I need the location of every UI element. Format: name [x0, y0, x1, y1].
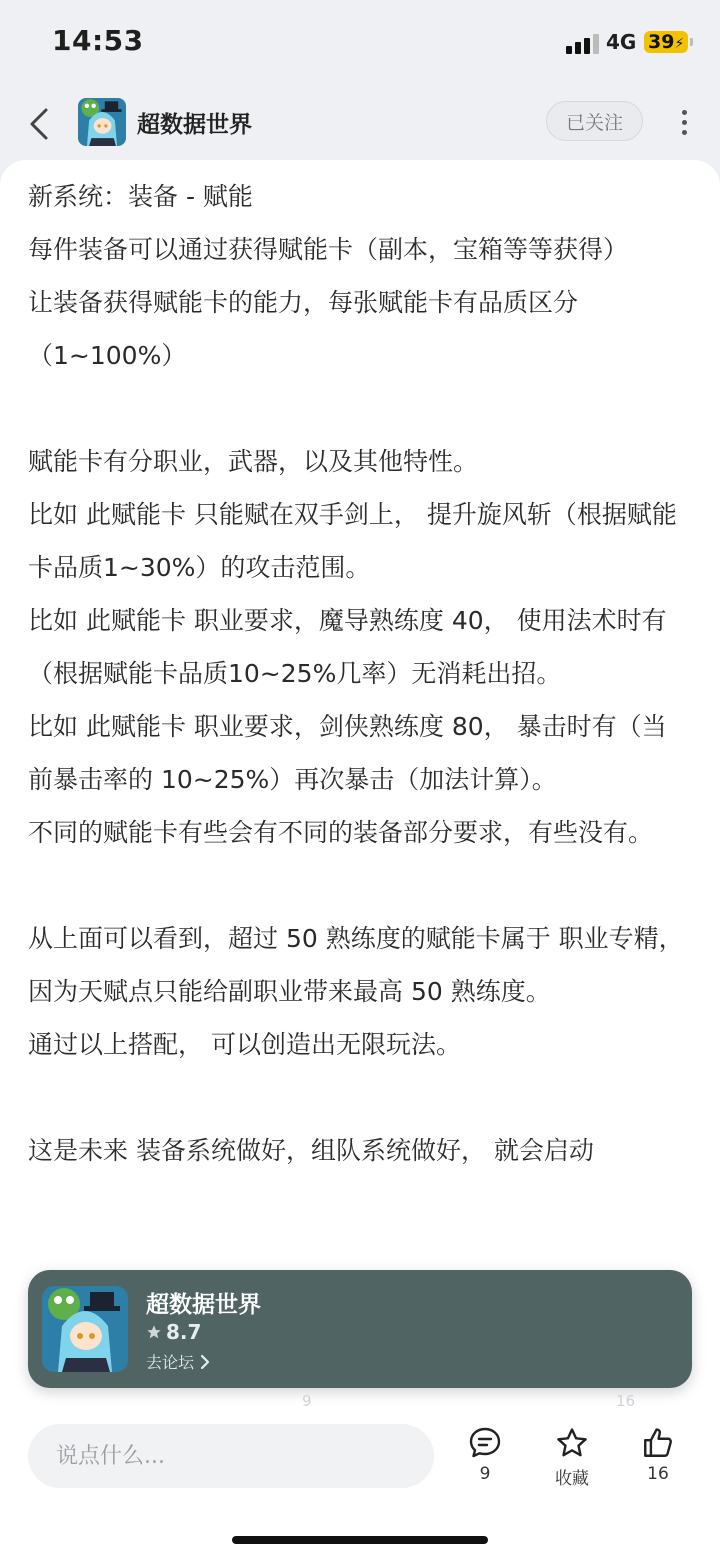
blank-line [28, 859, 688, 912]
post-paragraph: 让装备获得赋能卡的能力，每张赋能卡有品质区分（1~100%） [28, 288, 579, 370]
battery-icon: 39⚡ [644, 31, 688, 53]
thumbs-up-icon [641, 1426, 675, 1460]
forum-card[interactable] [28, 1270, 692, 1388]
like-count: 16 [647, 1464, 669, 1484]
status-bar [0, 0, 720, 86]
comment-bubble-icon [468, 1426, 502, 1460]
signal-icon [566, 32, 602, 54]
post-paragraph: 新系统：装备 - 赋能 [28, 182, 253, 211]
post-content [0, 160, 720, 1420]
forum-card-name: 超数据世界 [146, 1292, 261, 1318]
ghost-like-count: 16 [616, 1392, 636, 1410]
post-paragraph: 比如 此赋能卡 只能赋在双手剑上， 提升旋风斩（根据赋能卡品质1~30%）的攻击范围。 [28, 500, 677, 582]
follow-button[interactable]: 已关注 [546, 101, 643, 141]
comment-count: 9 [479, 1464, 491, 1484]
comment-input[interactable] [28, 1424, 434, 1488]
star-filled-icon [146, 1324, 162, 1340]
post-paragraph: 每件装备可以通过获得赋能卡（副本，宝箱等等获得） [28, 235, 629, 264]
post-paragraph: 不同的赋能卡有些会有不同的装备部分要求，有些没有。 [28, 818, 654, 847]
post-paragraph: 赋能卡有分职业，武器，以及其他特性。 [28, 447, 479, 476]
home-indicator[interactable] [232, 1536, 488, 1544]
post-paragraph: 这是未来 装备系统做好，组队系统做好， 就会启动 [28, 1136, 594, 1165]
comment-button[interactable] [455, 1426, 515, 1496]
ghost-comment-count: 9 [302, 1392, 312, 1410]
blank-line [28, 1071, 688, 1124]
forum-rating [146, 1320, 201, 1344]
post-body [28, 170, 688, 1177]
more-button[interactable] [672, 106, 696, 140]
forum-rating-value: 8.7 [166, 1320, 202, 1344]
post-paragraph: 比如 此赋能卡 职业要求，剑侠熟练度 80， 暴击时有（当前暴击率的 10~25%）再次暴击（加法计算）。 [28, 712, 667, 794]
chevron-right-icon [200, 1354, 210, 1370]
forum-avatar[interactable] [78, 98, 126, 146]
post-paragraph: 从上面可以看到，超过 50 熟练度的赋能卡属于 职业专精，因为天赋点只能给副职业带来最高 50 熟练度。 [28, 924, 684, 1006]
post-paragraph: 通过以上搭配， 可以创造出无限玩法。 [28, 1030, 461, 1059]
back-button[interactable] [26, 104, 54, 144]
favorite-button[interactable] [542, 1426, 602, 1496]
battery-level: 39 [648, 31, 675, 53]
forum-title[interactable]: 超数据世界 [137, 112, 252, 138]
network-label: 4G [606, 30, 637, 54]
favorite-label: 收藏 [555, 1469, 589, 1489]
chevron-left-icon [26, 104, 54, 144]
post-paragraph: 比如 此赋能卡 职业要求，魔导熟练度 40， 使用法术时有（根据赋能卡品质10~25%几率）无消耗出招。 [28, 606, 667, 688]
star-outline-icon [555, 1426, 589, 1460]
go-to-forum-label: 去论坛 [146, 1353, 195, 1372]
go-to-forum-link[interactable] [146, 1350, 210, 1373]
blank-line [28, 382, 688, 435]
post-header [0, 86, 720, 162]
status-time: 14:53 [52, 24, 144, 57]
forum-card-avatar [42, 1286, 128, 1372]
like-button[interactable] [628, 1426, 688, 1496]
